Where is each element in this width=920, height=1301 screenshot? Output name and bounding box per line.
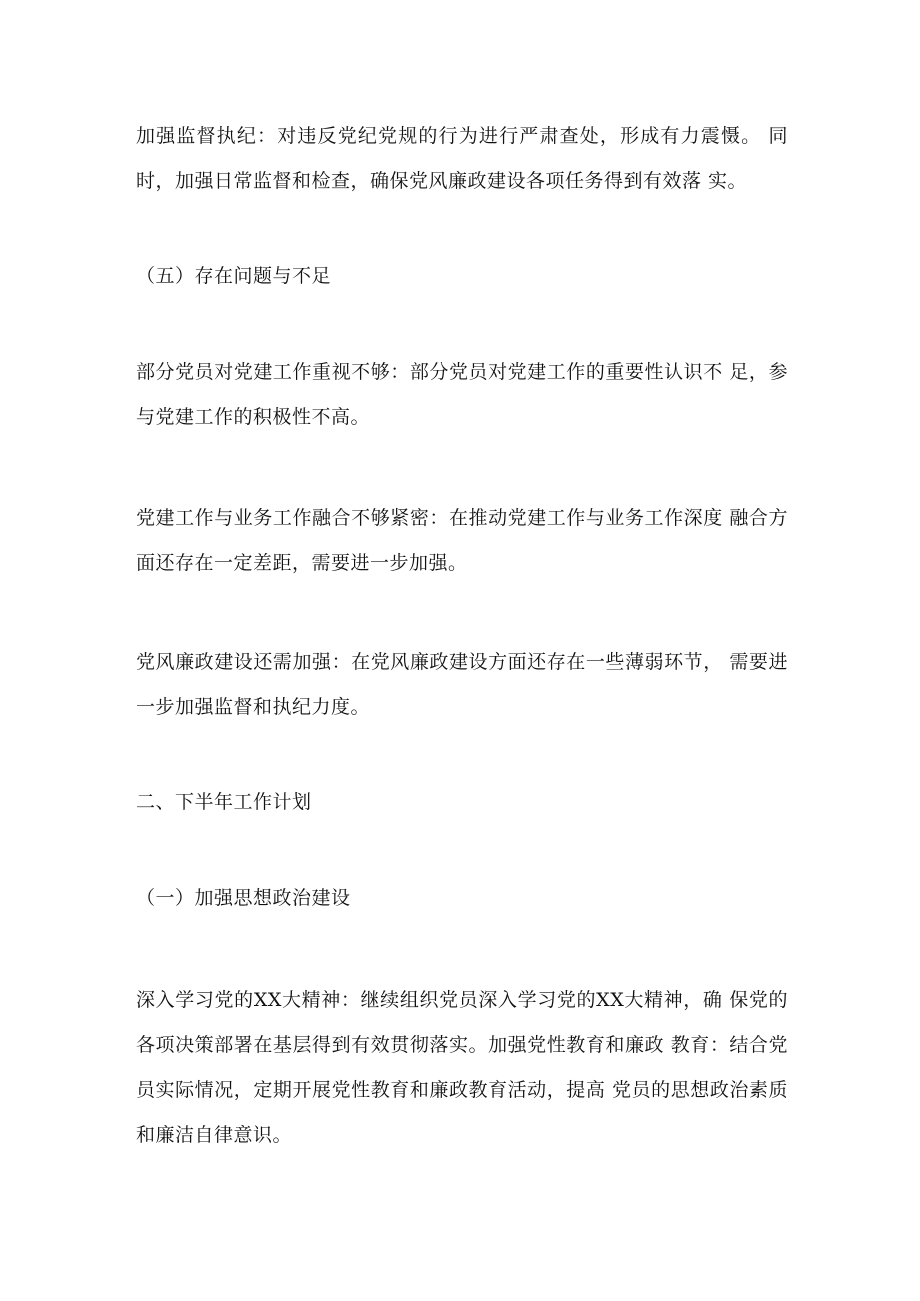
paragraph-integrity-building: 党风廉政建设还需加强：在党风廉政建设方面还存在一些薄弱环节， 需要进一步加强监督和执纪力度。 (136, 651, 788, 718)
paragraph-insufficient-attention: 部分党员对党建工作重视不够：部分党员对党建工作的重要性认识不 足，参与党建工作的积极性不高。 (136, 361, 788, 428)
paragraph-study-spirit: 深入学习党的XX大精神：继续组织党员深入学习党的XX大精神，确 保党的各项决策部署在基层得到有效贯彻落实。加强党性教育和廉政 教育：结合党员实际情况，定期开展党性教育和廉政教育活动，提高 党员的思想政治素质和廉洁自律意识。 (136, 989, 788, 1146)
heading-ideological-building: （一）加强思想政治建设 (136, 887, 351, 909)
heading-second-half-plan: 二、下半年工作计划 (136, 791, 312, 813)
paragraph-integration: 党建工作与业务工作融合不够紧密：在推动党建工作与业务工作深度 融合方面还存在一定差距，需要进一步加强。 (136, 507, 788, 574)
paragraph-supervision: 加强监督执纪：对违反党纪党规的行为进行严肃查处，形成有力震慑。 同时，加强日常监督和检查，确保党风廉政建设各项任务得到有效落 实。 (136, 125, 788, 192)
heading-problems: （五）存在问题与不足 (136, 265, 332, 287)
